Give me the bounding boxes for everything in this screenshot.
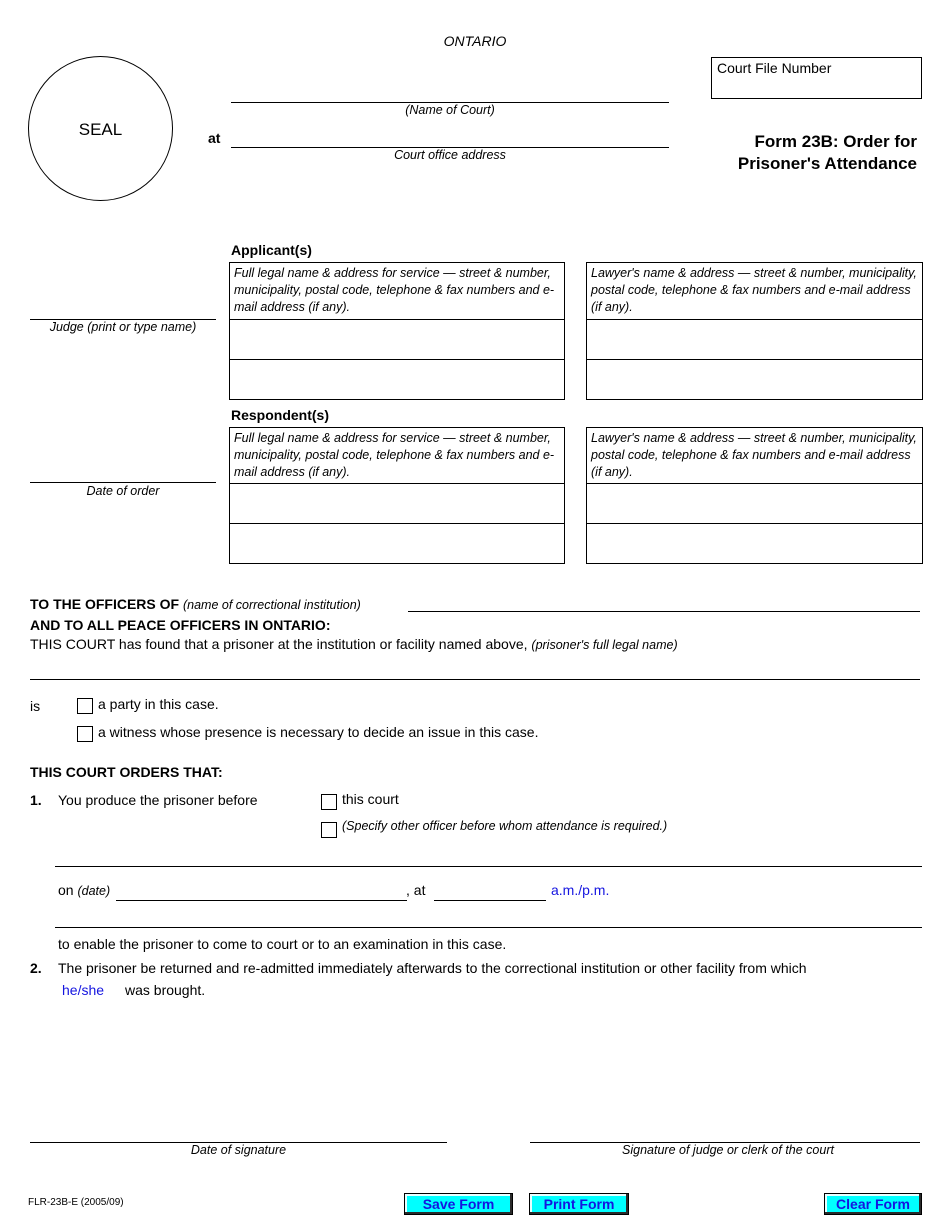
respondent-name-field[interactable] [230,484,564,523]
seal-circle [28,56,173,201]
other-officer-field[interactable] [55,866,922,867]
date-of-order-field[interactable] [30,482,216,483]
respondent-lawyer-address-field[interactable] [587,524,922,563]
witness-checkbox[interactable] [77,726,93,742]
print-form-button[interactable]: Print Form [529,1193,629,1215]
court-address-caption: Court office address [394,148,506,162]
item1-number: 1. [30,792,42,808]
applicant-lawyer-address-field[interactable] [587,360,922,399]
date-hint: (date) [77,884,111,898]
is-label: is [30,698,41,714]
this-court-checkbox[interactable] [321,794,337,810]
applicant-lawyer-hint: Lawyer's name & address — street & number, municipality, postal code, telephone & fax numbers and e-mail address (if any). [591,266,917,314]
item2-number: 2. [30,960,42,976]
prisoner-name-hint: (prisoner's full legal name) [531,638,678,652]
respondents-label: Respondent(s) [231,407,329,423]
respondent-hint: Full legal name & address for service — street & number, municipality, postal code, telephone & fax numbers and e-mail address (if any). [234,431,555,479]
save-form-button[interactable]: Save Form [404,1193,513,1215]
clear-form-button[interactable]: Clear Form [824,1193,922,1215]
judge-caption: Judge (print or type name) [49,320,197,334]
this-court-label: this court [342,791,399,807]
prisoner-name-field[interactable] [30,679,920,680]
applicant-lawyer-name-field[interactable] [587,320,922,359]
ampm-selector[interactable]: a.m./p.m. [551,882,610,898]
form-title [738,131,917,175]
attendance-time-field[interactable] [434,900,546,901]
seal-label: SEAL [78,120,123,139]
respondent-address-field[interactable] [230,524,564,563]
institution-hint: (name of correctional institution) [182,598,361,612]
to-officers-line [30,596,361,612]
judge-signature-caption: Signature of judge or clerk of the court [622,1143,834,1157]
applicant-name-field[interactable] [230,320,564,359]
other-officer-checkbox[interactable] [321,822,337,838]
on-label: on [58,882,74,898]
additional-details-field[interactable] [55,927,922,928]
form-title-line1: Form 23B: Order for [754,132,917,151]
item2-text: The prisoner be returned and re-admitted immediately afterwards to the correctional institution or other facility from which [58,960,807,976]
form-code: FLR-23B-E (2005/09) [28,1197,124,1208]
finding-line [30,636,678,652]
finding-text: THIS COURT has found that a prisoner at the institution or facility named above, [30,636,528,652]
witness-option-label: a witness whose presence is necessary to decide an issue in this case. [98,724,539,740]
to-officers-label: TO THE OFFICERS OF [30,596,180,612]
respondent-lawyer-hint: Lawyer's name & address — street & number, municipality, postal code, telephone & fax numbers and e-mail address (if any). [591,431,917,479]
respondent-lawyer-box [586,427,923,564]
orders-heading: THIS COURT ORDERS THAT: [30,764,223,780]
court-name-caption: (Name of Court) [405,103,495,117]
respondent-lawyer-name-field[interactable] [587,484,922,523]
signature-date-caption: Date of signature [190,1143,287,1157]
jurisdiction-label: ONTARIO [443,33,507,49]
applicant-lawyer-box [586,262,923,400]
court-file-number-field[interactable] [711,57,922,99]
attendance-date-field[interactable] [116,900,407,901]
pronoun-selector[interactable]: he/she [62,982,105,998]
applicant-hint: Full legal name & address for service — street & number, municipality, postal code, telephone & fax numbers and e-mail address (if any). [234,266,555,314]
party-option-label: a party in this case. [98,696,219,712]
applicant-address-field[interactable] [230,360,564,399]
applicant-info-box [229,262,565,400]
item1-text: You produce the prisoner before [58,792,258,808]
form-title-line2: Prisoner's Attendance [737,154,917,173]
other-officer-label: (Specify other officer before whom attendance is required.) [342,819,668,833]
institution-name-field[interactable] [408,611,920,612]
peace-officers-label: AND TO ALL PEACE OFFICERS IN ONTARIO: [30,617,331,633]
was-brought-text: was brought. [125,982,206,998]
applicants-label: Applicant(s) [231,242,312,258]
respondent-info-box [229,427,565,564]
enable-text: to enable the prisoner to come to court or to an examination in this case. [58,936,507,952]
court-file-number-label: Court File Number [717,60,832,76]
on-date-line [58,882,110,898]
party-checkbox[interactable] [77,698,93,714]
at-time-label: , at [406,882,426,898]
at-label: at [208,130,221,146]
date-of-order-caption: Date of order [86,484,160,498]
